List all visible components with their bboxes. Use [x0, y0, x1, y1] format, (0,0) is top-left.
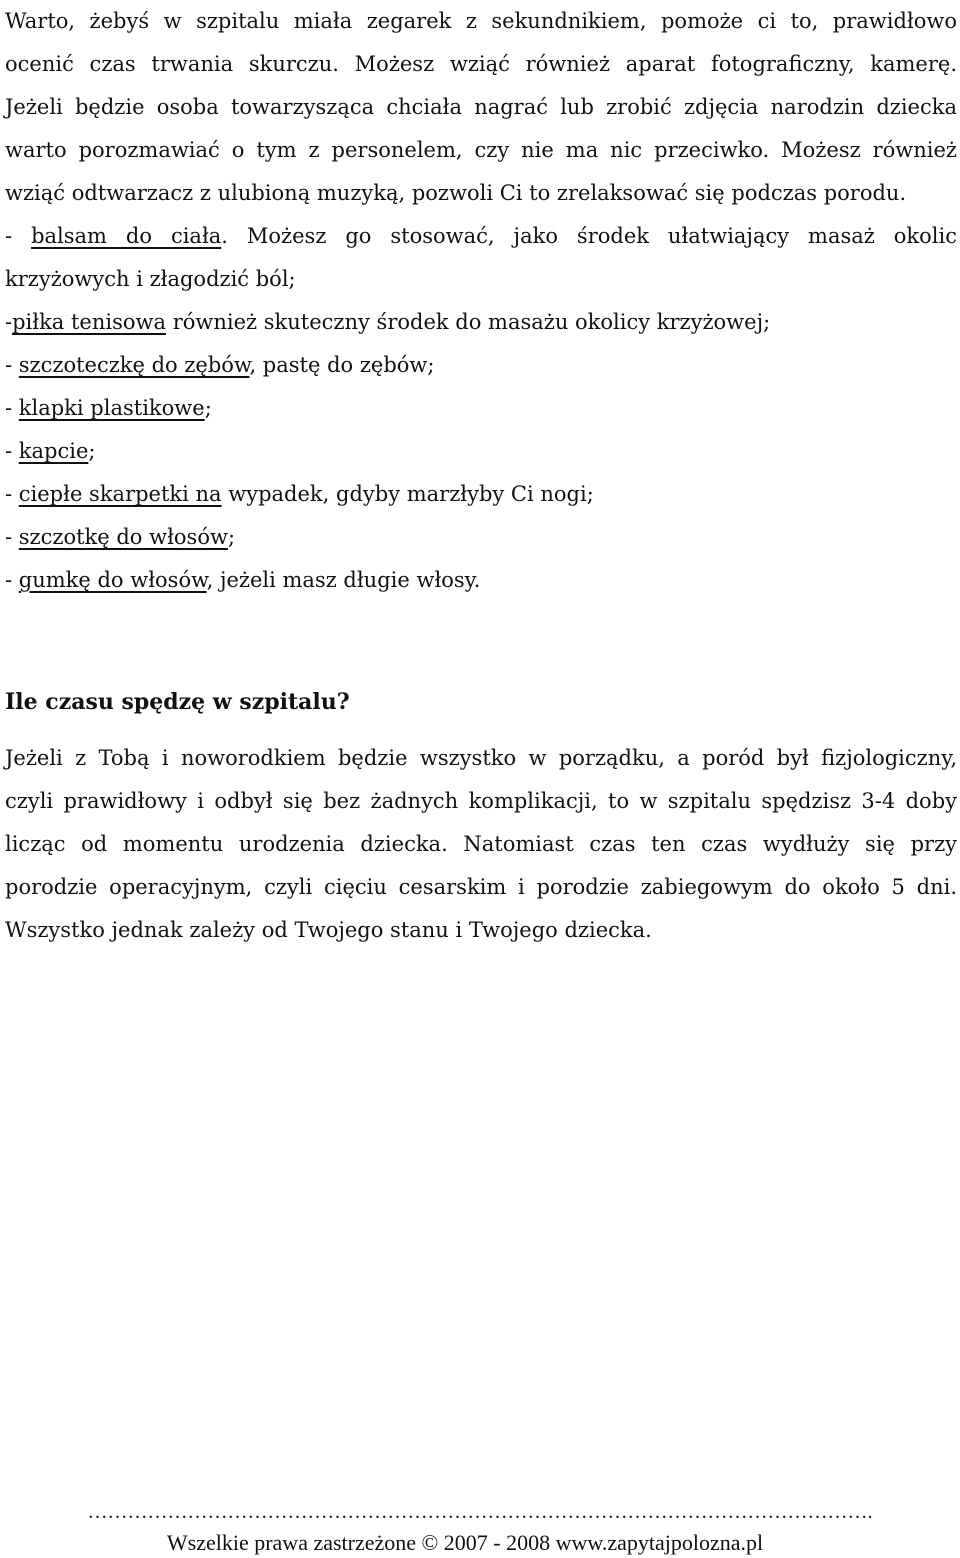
- item-link-tennis-ball[interactable]: piłka tenisowa: [12, 310, 167, 334]
- item-link-warm-socks[interactable]: ciepłe skarpetki na: [18, 482, 222, 506]
- item-link-hair-tie[interactable]: gumkę do włosów: [18, 568, 207, 592]
- section-line: Jeżeli z Tobą i noworodkiem będzie wszystko w porządku, a poród był fizjologiczny,: [5, 746, 957, 770]
- section-line: Wszystko jednak zależy od Twojego stanu i Twojego dziecka.: [5, 918, 652, 942]
- intro-line: warto porozmawiać o tym z personelem, czy nie ma nic przeciwko. Możesz również: [5, 138, 957, 162]
- balsam-paragraph: [5, 215, 957, 301]
- list-item: - klapki plastikowe;: [5, 396, 212, 420]
- list-item: - kapcie;: [5, 439, 96, 463]
- intro-paragraph: [5, 0, 957, 215]
- intro-line: Jeżeli będzie osoba towarzysząca chciała nagrać lub zrobić zdjęcia narodzin dziecka: [5, 95, 957, 119]
- packing-list: [5, 301, 957, 602]
- hospital-stay-section: [5, 737, 957, 952]
- item-link-toothbrush[interactable]: szczoteczkę do zębów: [18, 353, 250, 377]
- intro-line: wziąć odtwarzacz z ulubioną muzyką, pozwoli Ci to zrelaksować się podczas porodu.: [5, 181, 907, 205]
- list-item: - ciepłe skarpetki na wypadek, gdyby marzłyby Ci nogi;: [5, 482, 594, 506]
- footer-copyright: Wszelkie prawa zastrzeżone © 2007 - 2008 www.zapytajpolozna.pl: [166, 1530, 764, 1555]
- intro-line: Warto, żebyś w szpitalu miała zegarek z sekundnikiem, pomoże ci to, prawidłowo: [5, 9, 957, 33]
- list-item: -piłka tenisowa również skuteczny środek do masażu okolicy krzyżowej;: [5, 310, 771, 334]
- section-line: czyli prawidłowy i odbył się bez żadnych komplikacji, to w szpitalu spędzisz 3-4 doby: [5, 789, 957, 813]
- balsam-line-2: krzyżowych i złagodzić ból;: [5, 267, 296, 291]
- list-item: - szczotkę do włosów;: [5, 525, 236, 549]
- section-line: licząc od momentu urodzenia dziecka. Natomiast czas ten czas wydłuży się przy: [5, 832, 957, 856]
- list-dash: -: [5, 224, 32, 248]
- intro-line: ocenić czas trwania skurczu. Możesz wziąć również aparat fotograficzny, kamerę.: [5, 52, 957, 76]
- item-link-slippers[interactable]: kapcie: [18, 439, 89, 463]
- intro-block: [5, 0, 957, 602]
- hospital-stay-paragraph: [5, 737, 957, 952]
- list-item: - szczoteczkę do zębów, pastę do zębów;: [5, 353, 435, 377]
- balsam-link[interactable]: balsam do ciała: [31, 224, 222, 248]
- item-link-hairbrush[interactable]: szczotkę do włosów: [18, 525, 228, 549]
- section-line: porodzie operacyjnym, czyli cięciu cesarskim i porodzie zabiegowym do około 5 dni.: [5, 875, 957, 899]
- section-heading: Ile czasu spędzę w szpitalu?: [5, 689, 350, 715]
- balsam-line: [5, 215, 957, 258]
- footer-separator: ……………………………………………………………………………………………………….: [87, 1501, 873, 1523]
- balsam-text: . Możesz go stosować, jako środek ułatwiający masaż okolic: [221, 224, 957, 248]
- item-link-flip-flops[interactable]: klapki plastikowe: [18, 396, 205, 420]
- list-item: - gumkę do włosów, jeżeli masz długie włosy.: [5, 568, 481, 592]
